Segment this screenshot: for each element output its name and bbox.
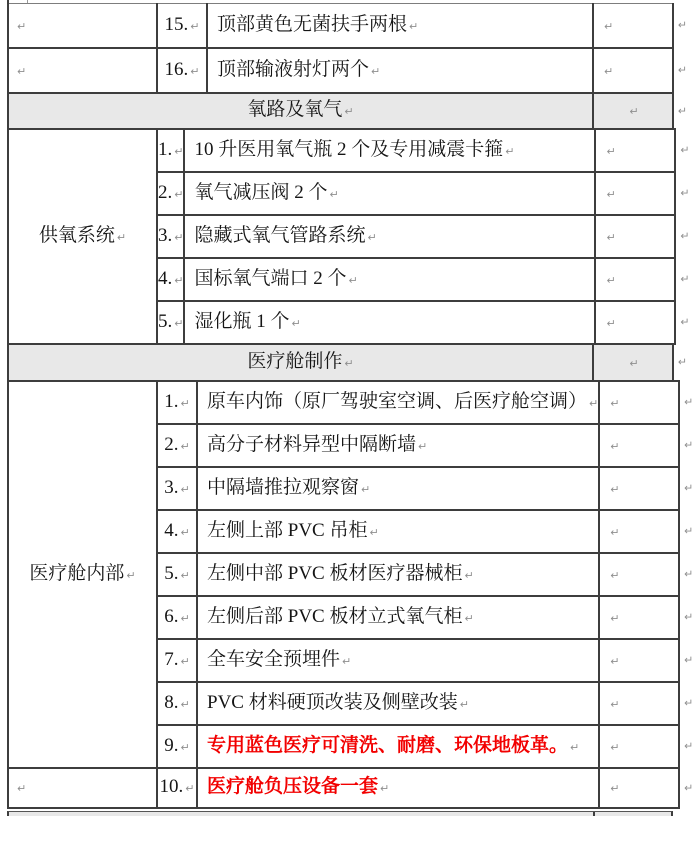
- oxygen-section: [7, 128, 690, 345]
- section-header-cell: [8, 93, 593, 129]
- row-number-cell: [157, 258, 184, 301]
- paragraph-mark-icon: ↵: [180, 525, 190, 539]
- paragraph-mark-icon: ↵: [610, 439, 620, 453]
- row-number-cell: [157, 639, 197, 682]
- row-number-cell: [157, 768, 197, 808]
- row-end-paragraph-mark-icon: ↵: [684, 438, 693, 452]
- remark-cell: [599, 424, 693, 467]
- row-number: 5.: [158, 310, 173, 332]
- description-cell: [184, 215, 595, 258]
- remark-cell: [599, 682, 693, 725]
- row-number-cell: [157, 596, 197, 639]
- remark-cell: [593, 48, 687, 93]
- row-number-cell: [157, 129, 184, 172]
- row-number-cell: [157, 301, 184, 344]
- paragraph-mark-icon: ↵: [418, 439, 428, 453]
- remark-cell: [599, 553, 693, 596]
- section-header-cell: [8, 344, 593, 381]
- row-number-cell: [157, 682, 197, 725]
- paragraph-mark-icon: ↵: [371, 64, 381, 78]
- description-cell: [197, 639, 599, 682]
- row-description: 原车内饰（原厂驾驶室空调、后医疗舱空调）: [207, 390, 588, 412]
- remark-cell: [593, 4, 687, 48]
- table-row: [8, 381, 679, 424]
- paragraph-mark-icon: ↵: [174, 273, 184, 287]
- row-description: 全车安全预埋件: [207, 648, 341, 670]
- row-end-paragraph-mark-icon: ↵: [684, 653, 693, 667]
- section-header-oxygen: [7, 92, 687, 130]
- description-cell: [197, 553, 599, 596]
- paragraph-mark-icon: ↵: [610, 611, 620, 625]
- row-description: 10 升医用氧气瓶 2 个及专用减震卡箍: [194, 138, 504, 160]
- row-end-paragraph-mark-icon: ↵: [684, 610, 693, 624]
- paragraph-mark-icon: ↵: [116, 230, 127, 244]
- row-description: 医疗舱负压设备一套: [207, 776, 379, 798]
- paragraph-mark-icon: ↵: [505, 144, 515, 158]
- equipment-spec-table: [0, 3, 693, 816]
- description-cell: [197, 424, 599, 467]
- remark-cell: [595, 172, 690, 215]
- paragraph-mark-icon: ↵: [610, 482, 620, 496]
- paragraph-mark-icon: ↵: [369, 525, 379, 539]
- category-cell-oxygen-system: [8, 129, 157, 344]
- row-end-paragraph-mark-icon: ↵: [684, 739, 693, 753]
- paragraph-mark-icon: ↵: [174, 187, 184, 201]
- paragraph-mark-icon: ↵: [610, 782, 620, 796]
- row-description: 左侧上部 PVC 吊柜: [207, 519, 368, 541]
- table-row: [8, 48, 673, 93]
- description-cell: [197, 596, 599, 639]
- paragraph-mark-icon: ↵: [291, 316, 301, 330]
- row-number-cell: [157, 467, 197, 510]
- paragraph-mark-icon: ↵: [367, 230, 377, 244]
- description-cell: [197, 510, 599, 553]
- remark-cell: [595, 258, 690, 301]
- paragraph-mark-icon: ↵: [185, 782, 195, 796]
- table-row: [8, 344, 673, 381]
- paragraph-mark-icon: ↵: [604, 64, 614, 78]
- row-number: 15.: [164, 13, 189, 35]
- row-end-paragraph-mark-icon: ↵: [684, 395, 693, 409]
- category-cell-cabin-interior: [8, 381, 157, 768]
- paragraph-mark-icon: ↵: [180, 439, 190, 453]
- paragraph-mark-icon: ↵: [174, 316, 184, 330]
- description-cell: [184, 172, 595, 215]
- paragraph-mark-icon: ↵: [180, 396, 190, 410]
- category-label: 医疗舱内部: [29, 562, 125, 584]
- row-end-paragraph-mark-icon: ↵: [680, 272, 690, 286]
- row-number: 7.: [164, 648, 179, 670]
- paragraph-mark-icon: ↵: [174, 144, 184, 158]
- row-number-cell: [157, 553, 197, 596]
- paragraph-mark-icon: ↵: [180, 482, 190, 496]
- next-section-header-partial: [7, 811, 673, 816]
- description-cell: [184, 258, 595, 301]
- section-header-cabin: [7, 343, 687, 382]
- category-label: 供氧系统: [38, 224, 115, 246]
- table-row: [8, 4, 673, 48]
- remark-cell: [599, 381, 693, 424]
- paragraph-mark-icon: ↵: [606, 230, 616, 244]
- remark-cell: [599, 467, 693, 510]
- paragraph-mark-icon: ↵: [344, 105, 354, 119]
- paragraph-mark-icon: ↵: [629, 356, 639, 370]
- row-description: 左侧中部 PVC 板材医疗器械柜: [207, 562, 463, 584]
- description-cell: [197, 467, 599, 510]
- paragraph-mark-icon: ↵: [409, 19, 419, 33]
- row-number: 1.: [158, 138, 173, 160]
- paragraph-mark-icon: ↵: [604, 19, 614, 33]
- paragraph-mark-icon: ↵: [610, 568, 620, 582]
- paragraph-mark-icon: ↵: [361, 482, 371, 496]
- paragraph-mark-icon: ↵: [190, 19, 200, 33]
- category-cell: [8, 4, 157, 48]
- description-cell: [197, 768, 599, 808]
- row-number: 1.: [164, 390, 179, 412]
- paragraph-mark-icon: ↵: [190, 64, 200, 78]
- row-number: 10.: [159, 776, 184, 798]
- row-description: 氧气减压阀 2 个: [194, 181, 328, 203]
- remark-cell: [599, 639, 693, 682]
- paragraph-mark-icon: ↵: [606, 187, 616, 201]
- paragraph-mark-icon: ↵: [180, 568, 190, 582]
- paragraph-mark-icon: ↵: [464, 611, 474, 625]
- remark-cell: [593, 344, 687, 381]
- paragraph-mark-icon: ↵: [180, 740, 190, 754]
- paragraph-mark-icon: ↵: [464, 568, 474, 582]
- paragraph-mark-icon: ↵: [344, 356, 354, 370]
- paragraph-mark-icon: ↵: [606, 316, 616, 330]
- row-number: 4.: [164, 519, 179, 541]
- row-description: PVC 材料硬顶改装及侧壁改装: [207, 691, 458, 713]
- row-number-cell: [157, 48, 207, 93]
- remark-cell: [599, 510, 693, 553]
- row-description: 高分子材料异型中隔断墙: [207, 433, 417, 455]
- paragraph-mark-icon: ↵: [459, 697, 469, 711]
- remark-cell: [593, 93, 687, 129]
- description-cell: [184, 129, 595, 172]
- row-number: 3.: [158, 224, 173, 246]
- table-row: [8, 93, 673, 129]
- paragraph-mark-icon: ↵: [329, 187, 339, 201]
- paragraph-mark-icon: ↵: [17, 782, 27, 796]
- paragraph-mark-icon: ↵: [180, 654, 190, 668]
- description-cell: [207, 4, 593, 48]
- paragraph-mark-icon: ↵: [17, 19, 27, 33]
- category-cell: [8, 48, 157, 93]
- row-number: 2.: [164, 433, 179, 455]
- row-end-paragraph-mark-icon: ↵: [684, 780, 693, 794]
- row-description: 湿化瓶 1 个: [194, 310, 290, 332]
- paragraph-mark-icon: ↵: [610, 396, 620, 410]
- description-cell: [197, 682, 599, 725]
- row-end-paragraph-mark-icon: ↵: [684, 481, 693, 495]
- remark-cell: [599, 768, 693, 808]
- row-description: 隐藏式氧气管路系统: [194, 224, 366, 246]
- row-number: 9.: [164, 734, 179, 756]
- row-description: 顶部输液射灯两个: [217, 58, 370, 80]
- column-divider-fragment: [593, 812, 595, 816]
- paragraph-mark-icon: ↵: [570, 740, 580, 754]
- category-cell: [8, 768, 157, 808]
- paragraph-mark-icon: ↵: [342, 654, 352, 668]
- row-end-paragraph-mark-icon: ↵: [677, 103, 687, 117]
- row-number-cell: [157, 4, 207, 48]
- row-number-cell: [157, 510, 197, 553]
- paragraph-mark-icon: ↵: [17, 64, 27, 78]
- row-number-cell: [157, 381, 197, 424]
- table-row: [8, 129, 675, 172]
- description-cell: [197, 381, 599, 424]
- description-cell: [197, 725, 599, 768]
- row-end-paragraph-mark-icon: ↵: [677, 355, 687, 369]
- paragraph-mark-icon: ↵: [610, 740, 620, 754]
- row-end-paragraph-mark-icon: ↵: [684, 567, 693, 581]
- paragraph-mark-icon: ↵: [606, 273, 616, 287]
- paragraph-mark-icon: ↵: [610, 525, 620, 539]
- row-number: 3.: [164, 476, 179, 498]
- row-end-paragraph-mark-icon: ↵: [680, 143, 690, 157]
- paragraph-mark-icon: ↵: [606, 144, 616, 158]
- row-number: 6.: [164, 605, 179, 627]
- row-end-paragraph-mark-icon: ↵: [680, 229, 690, 243]
- description-cell: [184, 301, 595, 344]
- table-row: [8, 768, 679, 808]
- row-end-paragraph-mark-icon: ↵: [680, 315, 690, 329]
- remark-cell: [599, 596, 693, 639]
- paragraph-mark-icon: ↵: [610, 654, 620, 668]
- row-number: 16.: [164, 58, 189, 80]
- row-number: 5.: [164, 562, 179, 584]
- row-end-paragraph-mark-icon: ↵: [677, 63, 687, 77]
- row-number-cell: [157, 424, 197, 467]
- row-number: 8.: [164, 691, 179, 713]
- paragraph-mark-icon: ↵: [174, 230, 184, 244]
- row-description: 顶部黄色无菌扶手两根: [217, 13, 408, 35]
- remark-cell: [599, 725, 693, 768]
- section-header-title: 氧路及氧气: [247, 99, 343, 121]
- row-end-paragraph-mark-icon: ↵: [677, 18, 687, 32]
- row-number: 4.: [158, 267, 173, 289]
- paragraph-mark-icon: ↵: [180, 697, 190, 711]
- paragraph-mark-icon: ↵: [629, 105, 639, 119]
- paragraph-mark-icon: ↵: [589, 396, 599, 410]
- remark-cell: [595, 129, 690, 172]
- row-description: 中隔墙推拉观察窗: [207, 476, 360, 498]
- remark-cell: [595, 301, 690, 344]
- row-number-cell: [157, 725, 197, 768]
- cabin-section: [7, 380, 693, 809]
- paragraph-mark-icon: ↵: [380, 782, 390, 796]
- row-end-paragraph-mark-icon: ↵: [684, 696, 693, 710]
- row-number-cell: [157, 172, 184, 215]
- row-number-cell: [157, 215, 184, 258]
- row-number: 2.: [158, 181, 173, 203]
- description-cell: [207, 48, 593, 93]
- row-description: 左侧后部 PVC 板材立式氧气柜: [207, 605, 463, 627]
- section-header-title: 医疗舱制作: [247, 350, 343, 372]
- paragraph-mark-icon: ↵: [610, 697, 620, 711]
- paragraph-mark-icon: ↵: [348, 273, 358, 287]
- remark-cell: [595, 215, 690, 258]
- row-description: 专用蓝色医疗可清洗、耐磨、环保地板革。: [207, 734, 569, 756]
- paragraph-mark-icon: ↵: [180, 611, 190, 625]
- row-description: 国标氧气端口 2 个: [194, 267, 347, 289]
- top-section: [7, 3, 687, 94]
- row-end-paragraph-mark-icon: ↵: [684, 524, 693, 538]
- paragraph-mark-icon: ↵: [126, 568, 136, 582]
- row-end-paragraph-mark-icon: ↵: [680, 186, 690, 200]
